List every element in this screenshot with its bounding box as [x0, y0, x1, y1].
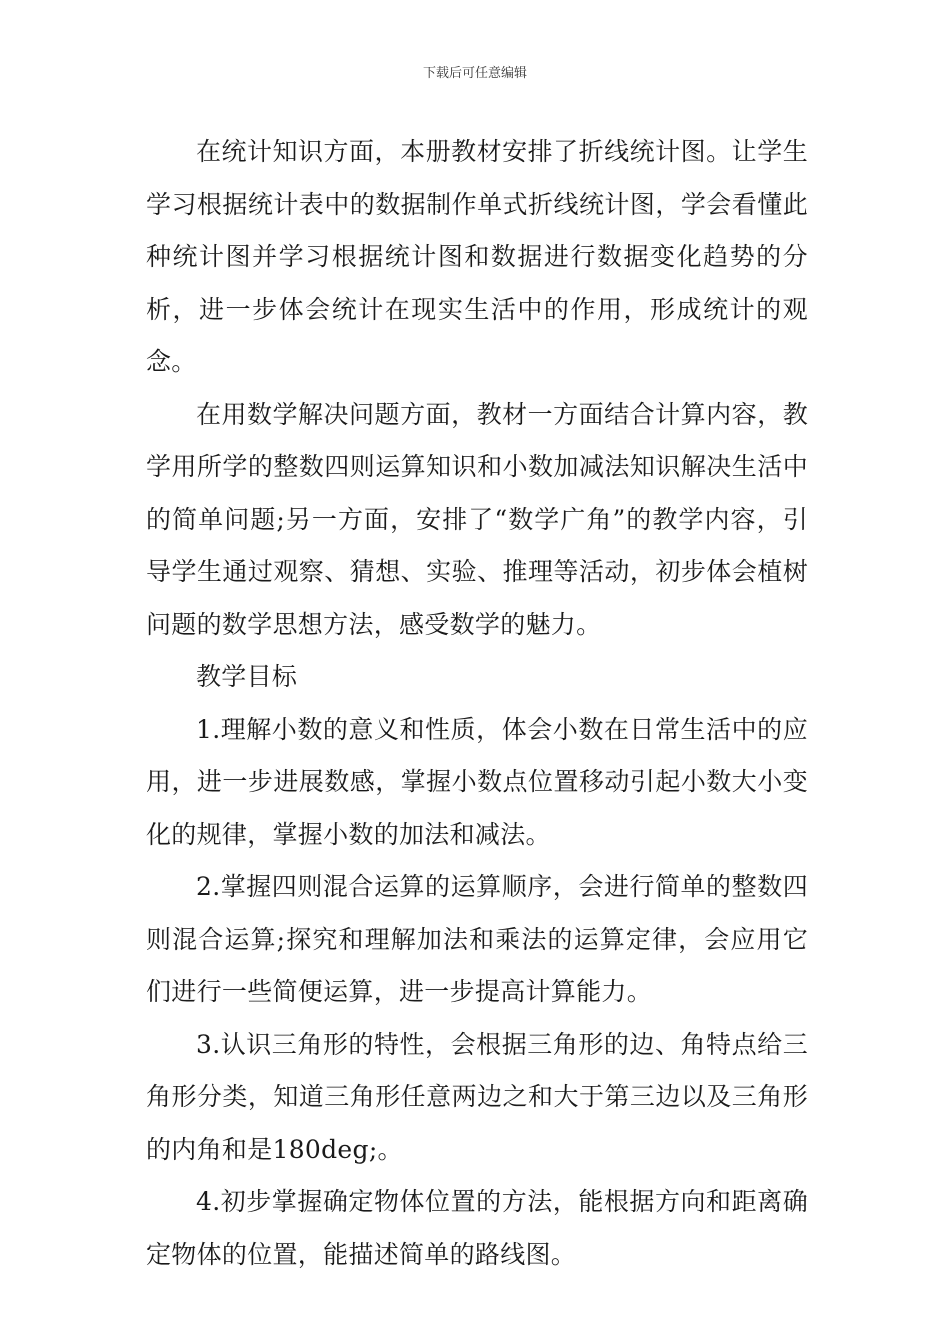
- goal-item-3: 3.认识三角形的特性，会根据三角形的边、角特点给三角形分类，知道三角形任意两边之和大于第三边以及三角形的内角和是180deg;。: [146, 1029, 808, 1164]
- goal-item-4: 4.初步掌握确定物体位置的方法，能根据方向和距离确定物体的位置，能描述简单的路线图。: [146, 1187, 808, 1269]
- section-heading-teaching-goals: 教学目标: [196, 662, 298, 691]
- document-body: [146, 126, 808, 1281]
- paragraph-problem-solving: 在用数学解决问题方面，教材一方面结合计算内容，教学用所学的整数四则运算知识和小数加减法知识解决生活中的简单问题;另一方面，安排了“数学广角”的教学内容，引导学生通过观察、猜想、实验、推理等活动，初步体会植树问题的数学思想方法，感受数学的魅力。: [146, 399, 808, 639]
- goal-item-1: 1.理解小数的意义和性质，体会小数在日常生活中的应用，进一步进展数感，掌握小数点位置移动引起小数大小变化的规律，掌握小数的加法和减法。: [146, 714, 808, 849]
- header-note: 下载后可任意编辑: [422, 66, 527, 81]
- goal-item-2: 2.掌握四则混合运算的运算顺序，会进行简单的整数四则混合运算;探究和理解加法和乘法的运算定律，会应用它们进行一些简便运算，进一步提高计算能力。: [146, 872, 808, 1006]
- paragraph-statistics: 在统计知识方面，本册教材安排了折线统计图。让学生学习根据统计表中的数据制作单式折线统计图，学会看懂此种统计图并学习根据统计图和数据进行数据变化趋势的分析，进一步体会统计在现实生活中的作用，形成统计的观念。: [146, 137, 808, 376]
